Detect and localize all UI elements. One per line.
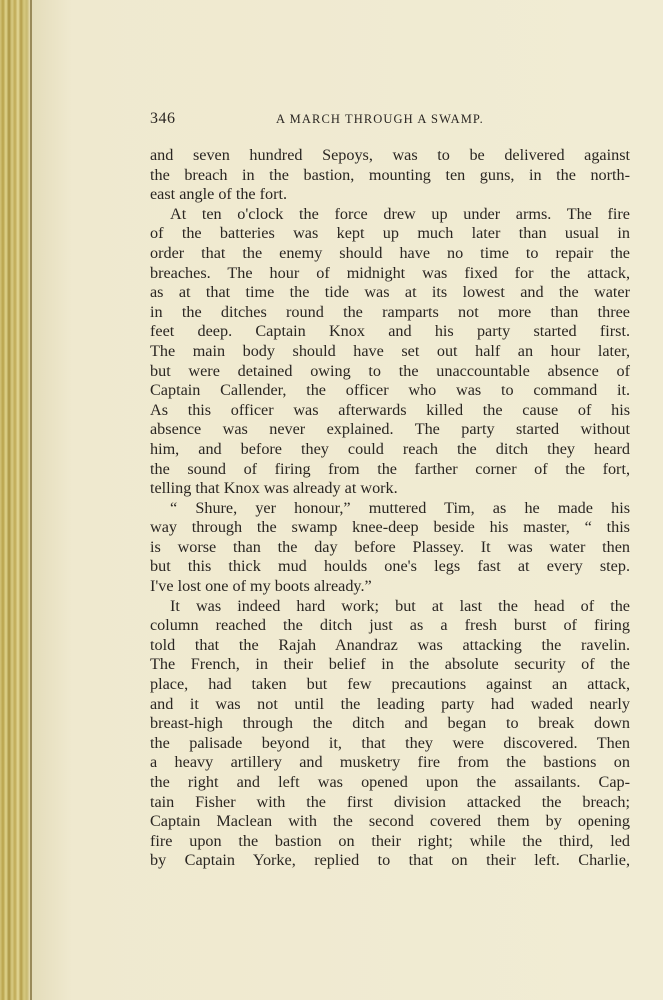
text-line: the breach in the bastion, mounting ten guns, in the north-: [150, 165, 630, 184]
text-line: absence was never explained. The party started without: [150, 420, 630, 439]
text-line: order that the enemy should have no time to repair the: [150, 243, 630, 262]
text-line: The main body should have set out half an hour later,: [150, 341, 630, 360]
page-header: [150, 110, 630, 132]
text-line: the palisade beyond it, that they were discovered. Then: [150, 733, 630, 752]
text-line: telling that Knox was already at work.: [150, 479, 398, 498]
text-line: way through the swamp knee-deep beside his master, “ this: [150, 518, 630, 537]
text-line: As this officer was afterwards killed the cause of his: [150, 400, 630, 419]
text-line: I've lost one of my boots already.”: [150, 577, 372, 596]
running-title: A MARCH THROUGH A SWAMP.: [276, 112, 484, 126]
text-line: column reached the ditch just as a fresh burst of firing: [150, 616, 630, 635]
text-line: the right and left was opened upon the assailants. Cap-: [150, 773, 630, 791]
text-line: feet deep. Captain Knox and his party started first.: [150, 322, 630, 341]
text-line: is worse than the day before Plassey. It was water then: [150, 537, 630, 556]
text-line: told that the Rajah Anandraz was attacking the ravelin.: [150, 635, 630, 654]
text-line: as at that time the tide was at its lowest and the water: [150, 283, 630, 302]
text-line: breast-high through the ditch and began to break down: [150, 714, 630, 733]
text-line: and seven hundred Sepoys, was to be delivered against: [150, 146, 630, 164]
text-line: the sound of firing from the farther corner of the fort,: [150, 459, 630, 478]
text-line: “ Shure, yer honour,” muttered Tim, as he made his: [170, 498, 630, 517]
book-spine: [0, 0, 30, 1000]
text-line: tain Fisher with the first division attacked the breach;: [150, 792, 630, 811]
text-line: in the ditches round the ramparts not more than three: [150, 302, 630, 321]
text-line: but were detained owing to the unaccountable absence of: [150, 361, 630, 380]
text-line: The French, in their belief in the absolute security of the: [150, 655, 630, 674]
text-line: of the batteries was kept up much later than usual in: [150, 224, 630, 243]
text-line: fire upon the bastion on their right; while the third, led: [150, 831, 630, 850]
text-line: by Captain Yorke, replied to that on their left. Charlie,: [150, 851, 630, 870]
text-line: breaches. The hour of midnight was fixed for the attack,: [150, 263, 630, 282]
text-line: Captain Maclean with the second covered them by opening: [150, 812, 630, 831]
text-line: and it was not until the leading party had waded nearly: [150, 694, 630, 713]
text-line: him, and before they could reach the ditch they heard: [150, 439, 630, 458]
text-line: It was indeed hard work; but at last the head of the: [170, 596, 630, 615]
text-line: but this thick mud houlds one's legs fast at every step.: [150, 557, 630, 576]
text-line: At ten o'clock the force drew up under arms. The fire: [170, 204, 630, 223]
text-line: a heavy artillery and musketry fire from the bastions on: [150, 753, 630, 772]
text-line: place, had taken but few precautions against an attack,: [150, 675, 630, 694]
page-number: 346: [150, 110, 176, 127]
text-line: east angle of the fort.: [150, 185, 288, 204]
body-text: [150, 146, 630, 871]
text-line: Captain Callender, the officer who was to command it.: [150, 381, 630, 400]
